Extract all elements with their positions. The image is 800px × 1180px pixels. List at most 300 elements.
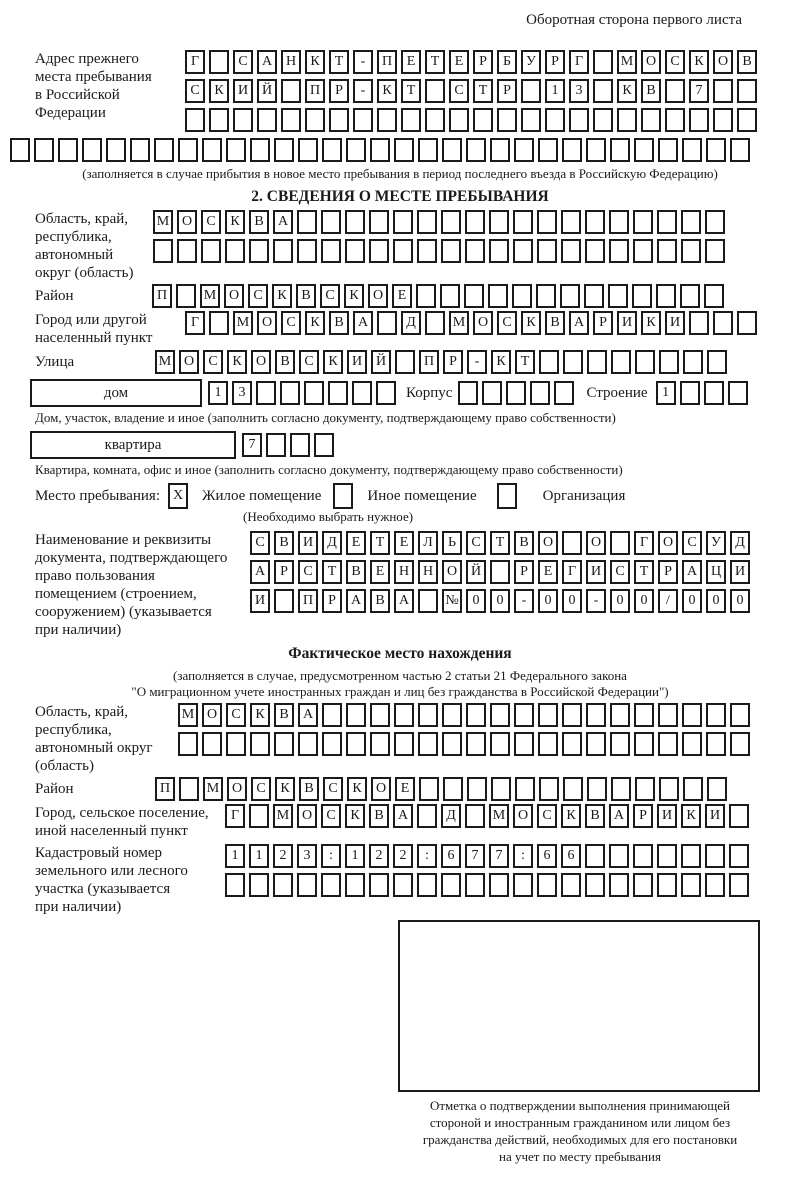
char-cell[interactable]: В xyxy=(641,79,661,103)
char-cell[interactable] xyxy=(497,108,517,132)
char-cell[interactable]: 2 xyxy=(369,844,389,868)
char-cell[interactable] xyxy=(442,703,462,727)
char-cell[interactable]: У xyxy=(521,50,541,74)
char-cell[interactable] xyxy=(465,804,485,828)
char-cell[interactable] xyxy=(737,311,757,335)
char-cell[interactable]: О xyxy=(368,284,388,308)
char-cell[interactable] xyxy=(416,284,436,308)
char-cell[interactable] xyxy=(250,138,270,162)
char-cell[interactable]: А xyxy=(394,589,414,613)
char-cell[interactable]: С xyxy=(233,50,253,74)
char-cell[interactable] xyxy=(440,284,460,308)
char-cell[interactable] xyxy=(370,138,390,162)
char-cell[interactable] xyxy=(610,703,630,727)
char-cell[interactable] xyxy=(561,210,581,234)
char-cell[interactable]: 0 xyxy=(634,589,654,613)
char-cell[interactable] xyxy=(376,381,396,405)
char-cell[interactable]: В xyxy=(299,777,319,801)
char-cell[interactable] xyxy=(322,138,342,162)
char-cell[interactable]: С xyxy=(320,284,340,308)
char-cell[interactable]: Р xyxy=(658,560,678,584)
char-cell[interactable] xyxy=(442,732,462,756)
char-cell[interactable] xyxy=(633,844,653,868)
char-cell[interactable]: О xyxy=(513,804,533,828)
char-cell[interactable]: 0 xyxy=(490,589,510,613)
char-cell[interactable] xyxy=(683,350,703,374)
char-cell[interactable]: С xyxy=(251,777,271,801)
char-cell[interactable]: 0 xyxy=(706,589,726,613)
char-cell[interactable] xyxy=(713,108,733,132)
char-cell[interactable] xyxy=(321,210,341,234)
char-cell[interactable] xyxy=(537,210,557,234)
char-cell[interactable] xyxy=(377,311,397,335)
char-cell[interactable] xyxy=(209,108,229,132)
char-cell[interactable] xyxy=(681,210,701,234)
char-cell[interactable] xyxy=(545,108,565,132)
char-cell[interactable]: 6 xyxy=(441,844,461,868)
char-cell[interactable]: И xyxy=(233,79,253,103)
char-cell[interactable]: Ц xyxy=(706,560,726,584)
char-cell[interactable]: К xyxy=(305,50,325,74)
char-cell[interactable]: : xyxy=(417,844,437,868)
char-cell[interactable]: А xyxy=(353,311,373,335)
char-cell[interactable] xyxy=(657,844,677,868)
char-cell[interactable]: М xyxy=(489,804,509,828)
char-cell[interactable]: О xyxy=(202,703,222,727)
char-cell[interactable]: В xyxy=(346,560,366,584)
char-cell[interactable] xyxy=(513,239,533,263)
char-cell[interactable]: № xyxy=(442,589,462,613)
char-cell[interactable]: Т xyxy=(490,531,510,555)
char-cell[interactable] xyxy=(705,844,725,868)
char-cell[interactable]: С xyxy=(185,79,205,103)
char-cell[interactable] xyxy=(682,732,702,756)
char-cell[interactable]: Е xyxy=(449,50,469,74)
char-cell[interactable] xyxy=(635,350,655,374)
char-cell[interactable] xyxy=(185,108,205,132)
char-cell[interactable] xyxy=(154,138,174,162)
char-cell[interactable] xyxy=(562,732,582,756)
char-cell[interactable] xyxy=(298,138,318,162)
char-cell[interactable]: Е xyxy=(370,560,390,584)
char-cell[interactable] xyxy=(273,873,293,897)
char-cell[interactable] xyxy=(297,210,317,234)
char-cell[interactable] xyxy=(10,138,30,162)
char-cell[interactable] xyxy=(225,873,245,897)
char-cell[interactable]: С xyxy=(321,804,341,828)
char-cell[interactable] xyxy=(419,777,439,801)
char-cell[interactable]: К xyxy=(275,777,295,801)
char-cell[interactable]: О xyxy=(179,350,199,374)
char-cell[interactable] xyxy=(512,284,532,308)
char-cell[interactable] xyxy=(610,531,630,555)
char-cell[interactable]: С xyxy=(248,284,268,308)
char-cell[interactable] xyxy=(304,381,324,405)
char-cell[interactable]: 7 xyxy=(465,844,485,868)
char-cell[interactable]: Ь xyxy=(442,531,462,555)
char-cell[interactable]: К xyxy=(561,804,581,828)
char-cell[interactable]: И xyxy=(586,560,606,584)
char-cell[interactable] xyxy=(441,210,461,234)
char-cell[interactable]: - xyxy=(514,589,534,613)
char-cell[interactable]: С xyxy=(226,703,246,727)
char-cell[interactable]: С xyxy=(281,311,301,335)
char-cell[interactable] xyxy=(539,777,559,801)
char-cell[interactable]: В xyxy=(249,210,269,234)
char-cell[interactable]: Г xyxy=(634,531,654,555)
char-cell[interactable]: Й xyxy=(371,350,391,374)
char-cell[interactable] xyxy=(657,873,677,897)
char-cell[interactable] xyxy=(473,108,493,132)
char-cell[interactable] xyxy=(465,210,485,234)
char-cell[interactable] xyxy=(682,703,702,727)
char-cell[interactable] xyxy=(585,844,605,868)
char-cell[interactable] xyxy=(488,284,508,308)
char-cell[interactable] xyxy=(681,873,701,897)
char-cell[interactable]: 7 xyxy=(489,844,509,868)
char-cell[interactable]: О xyxy=(586,531,606,555)
char-cell[interactable] xyxy=(689,311,709,335)
char-cell[interactable]: П xyxy=(377,50,397,74)
char-cell[interactable]: Н xyxy=(281,50,301,74)
char-cell[interactable] xyxy=(225,239,245,263)
char-cell[interactable]: 6 xyxy=(537,844,557,868)
char-cell[interactable] xyxy=(441,873,461,897)
char-cell[interactable]: А xyxy=(273,210,293,234)
char-cell[interactable] xyxy=(657,239,677,263)
char-cell[interactable]: С xyxy=(537,804,557,828)
char-cell[interactable] xyxy=(393,210,413,234)
char-cell[interactable]: Д xyxy=(322,531,342,555)
char-cell[interactable]: А xyxy=(298,703,318,727)
char-cell[interactable] xyxy=(704,284,724,308)
char-cell[interactable] xyxy=(538,732,558,756)
char-cell[interactable] xyxy=(250,732,270,756)
char-cell[interactable] xyxy=(329,108,349,132)
char-cell[interactable]: Д xyxy=(730,531,750,555)
char-cell[interactable]: О xyxy=(713,50,733,74)
char-cell[interactable]: А xyxy=(682,560,702,584)
char-cell[interactable] xyxy=(464,284,484,308)
char-cell[interactable] xyxy=(513,210,533,234)
char-cell[interactable] xyxy=(634,138,654,162)
char-cell[interactable]: Р xyxy=(514,560,534,584)
char-cell[interactable] xyxy=(680,284,700,308)
char-cell[interactable] xyxy=(617,108,637,132)
char-cell[interactable] xyxy=(586,138,606,162)
char-cell[interactable]: В xyxy=(370,589,390,613)
char-cell[interactable]: К xyxy=(323,350,343,374)
char-cell[interactable] xyxy=(369,873,389,897)
char-cell[interactable] xyxy=(328,381,348,405)
char-cell[interactable]: О xyxy=(641,50,661,74)
char-cell[interactable] xyxy=(562,531,582,555)
char-cell[interactable] xyxy=(730,703,750,727)
char-cell[interactable]: С xyxy=(299,350,319,374)
char-cell[interactable]: Р xyxy=(322,589,342,613)
char-cell[interactable]: В xyxy=(737,50,757,74)
char-cell[interactable] xyxy=(609,873,629,897)
char-cell[interactable] xyxy=(281,79,301,103)
char-cell[interactable]: Е xyxy=(538,560,558,584)
char-cell[interactable] xyxy=(417,210,437,234)
char-cell[interactable] xyxy=(586,732,606,756)
char-cell[interactable] xyxy=(729,804,749,828)
char-cell[interactable]: М xyxy=(449,311,469,335)
char-cell[interactable] xyxy=(704,381,724,405)
char-cell[interactable] xyxy=(611,350,631,374)
char-cell[interactable] xyxy=(658,703,678,727)
char-cell[interactable] xyxy=(593,79,613,103)
char-cell[interactable] xyxy=(369,239,389,263)
char-cell[interactable]: И xyxy=(298,531,318,555)
char-cell[interactable] xyxy=(458,381,478,405)
char-cell[interactable] xyxy=(539,350,559,374)
char-cell[interactable] xyxy=(737,108,757,132)
char-cell[interactable] xyxy=(730,138,750,162)
char-cell[interactable]: П xyxy=(152,284,172,308)
char-cell[interactable] xyxy=(514,138,534,162)
char-cell[interactable]: Н xyxy=(418,560,438,584)
char-cell[interactable] xyxy=(202,732,222,756)
char-cell[interactable] xyxy=(609,844,629,868)
char-cell[interactable]: Т xyxy=(515,350,535,374)
char-cell[interactable] xyxy=(683,777,703,801)
char-cell[interactable]: 0 xyxy=(562,589,582,613)
char-cell[interactable] xyxy=(514,703,534,727)
char-cell[interactable]: Г xyxy=(185,50,205,74)
char-cell[interactable] xyxy=(209,50,229,74)
char-cell[interactable]: И xyxy=(250,589,270,613)
char-cell[interactable] xyxy=(249,239,269,263)
char-cell[interactable]: М xyxy=(153,210,173,234)
char-cell[interactable] xyxy=(730,732,750,756)
char-cell[interactable]: Е xyxy=(392,284,412,308)
char-cell[interactable]: С xyxy=(298,560,318,584)
char-cell[interactable]: К xyxy=(250,703,270,727)
char-cell[interactable]: С xyxy=(203,350,223,374)
char-cell[interactable]: О xyxy=(371,777,391,801)
char-cell[interactable] xyxy=(394,732,414,756)
stay-option-checkbox-organization[interactable] xyxy=(497,483,517,509)
char-cell[interactable] xyxy=(345,873,365,897)
char-cell[interactable] xyxy=(728,381,748,405)
char-cell[interactable] xyxy=(369,210,389,234)
char-cell[interactable]: М xyxy=(155,350,175,374)
char-cell[interactable] xyxy=(658,138,678,162)
char-cell[interactable]: П xyxy=(305,79,325,103)
char-cell[interactable]: С xyxy=(449,79,469,103)
char-cell[interactable] xyxy=(274,732,294,756)
char-cell[interactable]: 7 xyxy=(242,433,262,457)
char-cell[interactable]: Р xyxy=(274,560,294,584)
char-cell[interactable]: А xyxy=(569,311,589,335)
char-cell[interactable] xyxy=(395,350,415,374)
char-cell[interactable] xyxy=(273,239,293,263)
char-cell[interactable]: М xyxy=(617,50,637,74)
char-cell[interactable]: А xyxy=(609,804,629,828)
char-cell[interactable] xyxy=(393,239,413,263)
char-cell[interactable] xyxy=(425,108,445,132)
char-cell[interactable] xyxy=(586,703,606,727)
char-cell[interactable] xyxy=(346,703,366,727)
char-cell[interactable]: С xyxy=(323,777,343,801)
char-cell[interactable]: Е xyxy=(346,531,366,555)
char-cell[interactable]: Т xyxy=(425,50,445,74)
char-cell[interactable] xyxy=(563,350,583,374)
char-cell[interactable] xyxy=(417,873,437,897)
char-cell[interactable] xyxy=(58,138,78,162)
char-cell[interactable]: К xyxy=(272,284,292,308)
char-cell[interactable]: К xyxy=(347,777,367,801)
char-cell[interactable] xyxy=(466,138,486,162)
char-cell[interactable] xyxy=(680,381,700,405)
char-cell[interactable]: О xyxy=(442,560,462,584)
char-cell[interactable] xyxy=(249,804,269,828)
char-cell[interactable] xyxy=(587,350,607,374)
char-cell[interactable] xyxy=(657,210,677,234)
char-cell[interactable]: 1 xyxy=(249,844,269,868)
char-cell[interactable] xyxy=(179,777,199,801)
char-cell[interactable] xyxy=(561,873,581,897)
char-cell[interactable] xyxy=(514,732,534,756)
char-cell[interactable]: О xyxy=(658,531,678,555)
char-cell[interactable]: : xyxy=(321,844,341,868)
char-cell[interactable] xyxy=(425,311,445,335)
char-cell[interactable]: Г xyxy=(225,804,245,828)
char-cell[interactable]: И xyxy=(617,311,637,335)
char-cell[interactable] xyxy=(707,350,727,374)
char-cell[interactable]: Л xyxy=(418,531,438,555)
char-cell[interactable] xyxy=(490,138,510,162)
char-cell[interactable]: К xyxy=(305,311,325,335)
char-cell[interactable] xyxy=(418,138,438,162)
char-cell[interactable] xyxy=(449,108,469,132)
char-cell[interactable] xyxy=(659,350,679,374)
char-cell[interactable]: Г xyxy=(569,50,589,74)
char-cell[interactable] xyxy=(562,703,582,727)
char-cell[interactable] xyxy=(345,210,365,234)
char-cell[interactable] xyxy=(585,873,605,897)
char-cell[interactable] xyxy=(153,239,173,263)
char-cell[interactable] xyxy=(297,873,317,897)
char-cell[interactable] xyxy=(34,138,54,162)
char-cell[interactable]: 1 xyxy=(225,844,245,868)
char-cell[interactable]: С xyxy=(201,210,221,234)
char-cell[interactable]: А xyxy=(257,50,277,74)
char-cell[interactable]: 1 xyxy=(656,381,676,405)
char-cell[interactable] xyxy=(659,777,679,801)
char-cell[interactable] xyxy=(490,560,510,584)
char-cell[interactable]: С xyxy=(466,531,486,555)
char-cell[interactable] xyxy=(176,284,196,308)
char-cell[interactable] xyxy=(401,108,421,132)
char-cell[interactable] xyxy=(130,138,150,162)
char-cell[interactable]: Д xyxy=(441,804,461,828)
char-cell[interactable]: Г xyxy=(185,311,205,335)
char-cell[interactable] xyxy=(305,108,325,132)
char-cell[interactable] xyxy=(536,284,556,308)
char-cell[interactable] xyxy=(713,79,733,103)
char-cell[interactable] xyxy=(538,703,558,727)
char-cell[interactable] xyxy=(201,239,221,263)
char-cell[interactable] xyxy=(610,138,630,162)
char-cell[interactable] xyxy=(560,284,580,308)
char-cell[interactable] xyxy=(322,732,342,756)
char-cell[interactable]: Е xyxy=(395,777,415,801)
char-cell[interactable]: Т xyxy=(634,560,654,584)
char-cell[interactable] xyxy=(506,381,526,405)
char-cell[interactable] xyxy=(178,732,198,756)
char-cell[interactable]: 2 xyxy=(393,844,413,868)
char-cell[interactable]: О xyxy=(224,284,244,308)
char-cell[interactable] xyxy=(706,703,726,727)
char-cell[interactable] xyxy=(633,210,653,234)
char-cell[interactable]: М xyxy=(233,311,253,335)
char-cell[interactable] xyxy=(609,210,629,234)
char-cell[interactable]: Т xyxy=(322,560,342,584)
char-cell[interactable] xyxy=(370,703,390,727)
char-cell[interactable]: К xyxy=(227,350,247,374)
char-cell[interactable]: Д xyxy=(401,311,421,335)
char-cell[interactable]: - xyxy=(353,50,373,74)
char-cell[interactable]: П xyxy=(298,589,318,613)
char-cell[interactable] xyxy=(377,108,397,132)
char-cell[interactable]: К xyxy=(491,350,511,374)
char-cell[interactable] xyxy=(465,873,485,897)
char-cell[interactable]: Р xyxy=(633,804,653,828)
char-cell[interactable]: - xyxy=(467,350,487,374)
char-cell[interactable] xyxy=(178,138,198,162)
char-cell[interactable]: П xyxy=(419,350,439,374)
char-cell[interactable] xyxy=(266,433,286,457)
char-cell[interactable] xyxy=(633,873,653,897)
char-cell[interactable] xyxy=(610,732,630,756)
char-cell[interactable]: Р xyxy=(329,79,349,103)
char-cell[interactable]: Б xyxy=(497,50,517,74)
char-cell[interactable] xyxy=(417,239,437,263)
char-cell[interactable]: 1 xyxy=(345,844,365,868)
char-cell[interactable] xyxy=(394,703,414,727)
char-cell[interactable] xyxy=(706,732,726,756)
stay-option-checkbox-residential[interactable]: X xyxy=(168,483,188,509)
char-cell[interactable]: О xyxy=(297,804,317,828)
char-cell[interactable]: 0 xyxy=(538,589,558,613)
char-cell[interactable]: К xyxy=(521,311,541,335)
char-cell[interactable] xyxy=(537,873,557,897)
char-cell[interactable] xyxy=(466,732,486,756)
char-cell[interactable]: Е xyxy=(401,50,421,74)
char-cell[interactable] xyxy=(491,777,511,801)
char-cell[interactable]: И xyxy=(347,350,367,374)
char-cell[interactable]: / xyxy=(658,589,678,613)
char-cell[interactable] xyxy=(682,138,702,162)
char-cell[interactable]: Й xyxy=(257,79,277,103)
char-cell[interactable]: Т xyxy=(329,50,349,74)
char-cell[interactable] xyxy=(729,873,749,897)
char-cell[interactable] xyxy=(681,844,701,868)
char-cell[interactable]: В xyxy=(369,804,389,828)
char-cell[interactable] xyxy=(656,284,676,308)
char-cell[interactable] xyxy=(290,433,310,457)
char-cell[interactable]: 3 xyxy=(232,381,252,405)
char-cell[interactable] xyxy=(490,703,510,727)
char-cell[interactable] xyxy=(634,703,654,727)
char-cell[interactable] xyxy=(585,239,605,263)
char-cell[interactable]: 1 xyxy=(208,381,228,405)
char-cell[interactable] xyxy=(584,284,604,308)
char-cell[interactable] xyxy=(353,108,373,132)
